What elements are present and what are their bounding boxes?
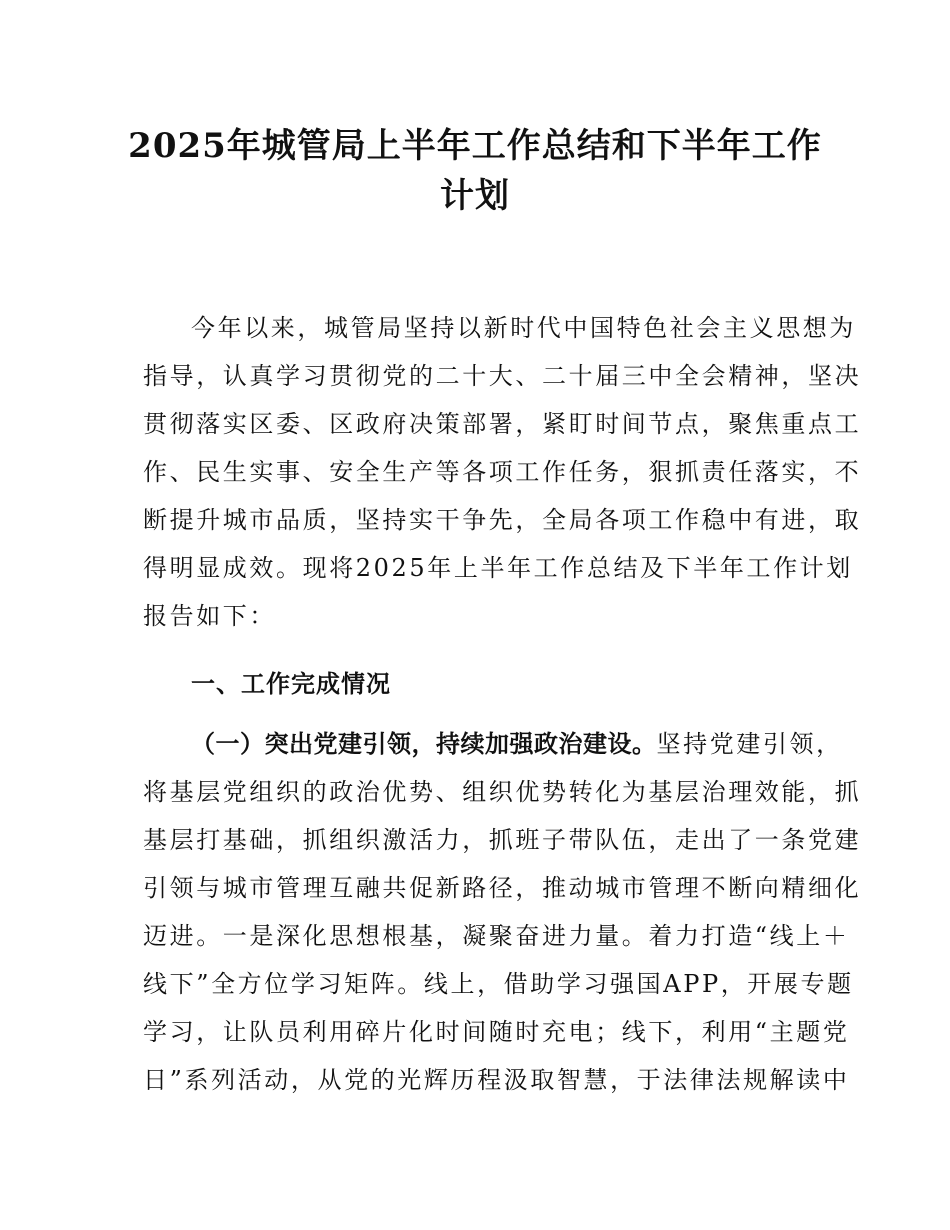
intro-line: 指导，认真学习贯彻党的二十大、二十届三中全会精神，坚决 (143, 362, 862, 390)
document-title-line-2: 计划 (440, 176, 510, 216)
document-title-line-1: 2025年城管局上半年工作总结和下半年工作 (128, 126, 822, 166)
intro-line: 断提升城市品质，坚持实干争先，全局各项工作稳中有进，取 (143, 506, 862, 534)
section-heading-1: 一、工作完成情况 (191, 670, 391, 698)
paragraph-line: 将基层党组织的政治优势、组织优势转化为基层治理效能，抓 (143, 778, 862, 806)
intro-paragraph (143, 304, 862, 640)
paragraph-line: 学习，让队员利用碎片化时间随时充电；线下，利用“主题党 (143, 1018, 850, 1046)
paragraph-line: 迈进。一是深化思想根基，凝聚奋进力量。着力打造“线上＋ (143, 922, 850, 950)
intro-line: 贯彻落实区委、区政府决策部署，紧盯时间节点，聚焦重点工 (143, 410, 862, 438)
paragraph-line: 线下”全方位学习矩阵。线上，借助学习强国APP，开展专题 (143, 970, 854, 998)
paragraph-first-line (143, 720, 843, 768)
intro-line: 今年以来，城管局坚持以新时代中国特色社会主义思想为 (191, 314, 856, 342)
intro-line: 报告如下： (143, 602, 276, 630)
paragraph-line: 基层打基础，抓组织激活力，抓班子带队伍，走出了一条党建 (143, 826, 862, 854)
intro-line: 得明显成效。现将2025年上半年工作总结及下半年工作计划 (143, 554, 853, 582)
intro-line: 作、民生实事、安全生产等各项工作任务，狠抓责任落实，不 (143, 458, 862, 486)
paragraph-lead-heading: （一）突出党建引领，持续加强政治建设。 (191, 730, 657, 758)
paragraph-line: 引领与城市管理互融共促新路径，推动城市管理不断向精细化 (143, 874, 862, 902)
paragraph-line: 日”系列活动，从党的光辉历程汲取智慧，于法律法规解读中 (143, 1066, 850, 1094)
paragraph-first-line-rest: 坚持党建引领， (656, 730, 843, 758)
section1-paragraph-1 (143, 720, 862, 1104)
